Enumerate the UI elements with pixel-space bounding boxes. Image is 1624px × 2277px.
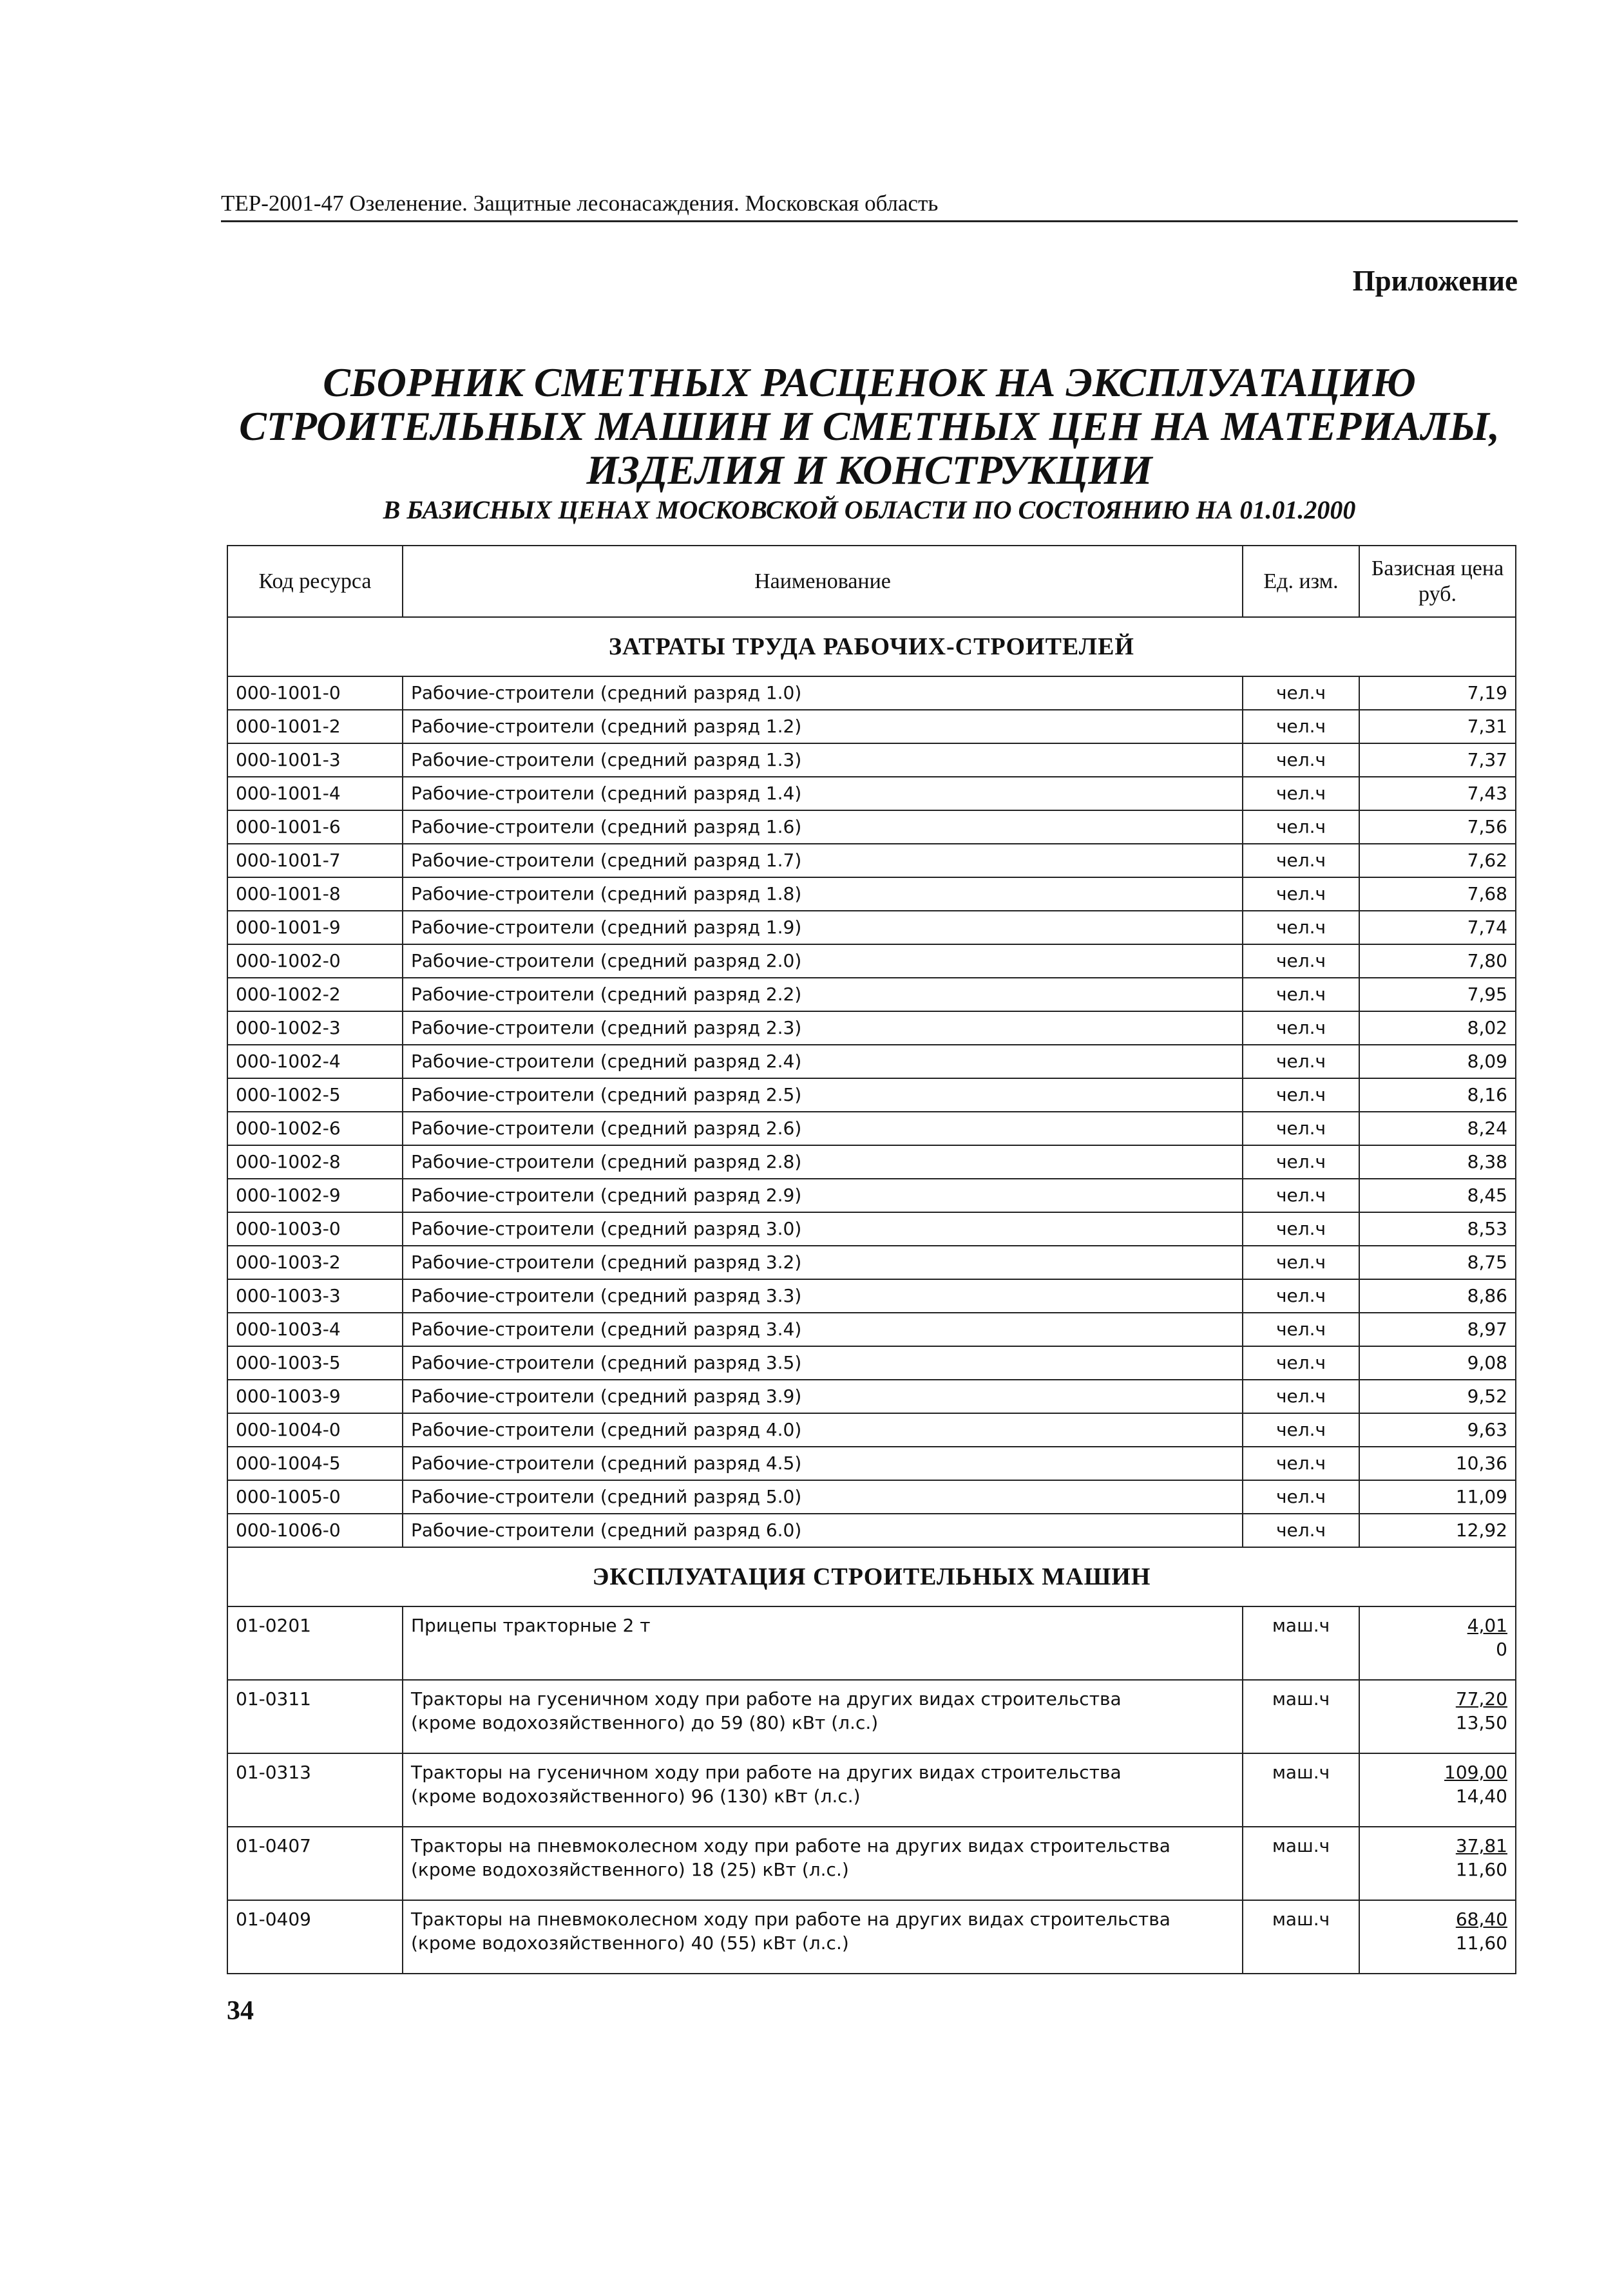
table-row xyxy=(227,1514,1516,1547)
resource-name: Рабочие-строители (средний разряд 3.2) xyxy=(403,1246,1243,1279)
resource-code: 000-1001-7 xyxy=(227,844,403,877)
resource-code: 000-1002-4 xyxy=(227,1045,403,1078)
column-header-unit: Ед. изм. xyxy=(1243,546,1359,617)
resource-unit: чел.ч xyxy=(1243,1447,1359,1480)
page-number: 34 xyxy=(227,1996,254,2026)
resource-name: Рабочие-строители (средний разряд 1.2) xyxy=(403,710,1243,743)
resource-price: 8,38 xyxy=(1359,1145,1516,1179)
resource-unit: чел.ч xyxy=(1243,1179,1359,1212)
resource-name: Рабочие-строители (средний разряд 1.7) xyxy=(403,844,1243,877)
resource-name-line2: (кроме водохозяйственного) 18 (25) кВт (л.с.) xyxy=(411,1859,849,1880)
table-row xyxy=(227,777,1516,810)
table-row xyxy=(227,911,1516,944)
resource-name: Рабочие-строители (средний разряд 2.2) xyxy=(403,978,1243,1011)
table-row xyxy=(227,1011,1516,1045)
resource-code: 000-1002-5 xyxy=(227,1078,403,1112)
resource-name: Рабочие-строители (средний разряд 1.8) xyxy=(403,877,1243,911)
resource-code: 01-0313 xyxy=(227,1753,403,1827)
resource-unit: чел.ч xyxy=(1243,1480,1359,1514)
resource-name xyxy=(403,1680,1243,1753)
resource-unit: чел.ч xyxy=(1243,710,1359,743)
resource-code: 000-1004-5 xyxy=(227,1447,403,1480)
resource-name xyxy=(403,1900,1243,1974)
table-row xyxy=(227,1380,1516,1413)
resource-price: 8,24 xyxy=(1359,1112,1516,1145)
resource-price: 7,37 xyxy=(1359,743,1516,777)
resource-name xyxy=(403,1753,1243,1827)
resource-price: 7,62 xyxy=(1359,844,1516,877)
table-row xyxy=(227,1827,1516,1900)
resource-price: 12,92 xyxy=(1359,1514,1516,1547)
resource-code: 000-1004-0 xyxy=(227,1413,403,1447)
resource-unit: чел.ч xyxy=(1243,911,1359,944)
resource-wage: 14,40 xyxy=(1455,1786,1507,1807)
resource-price: 7,56 xyxy=(1359,810,1516,844)
resource-unit: чел.ч xyxy=(1243,1112,1359,1145)
table-row xyxy=(227,1413,1516,1447)
title-line-2: СТРОИТЕЛЬНЫХ МАШИН И СМЕТНЫХ ЦЕН НА МАТЕРИАЛЫ, xyxy=(239,403,1500,449)
resource-code: 01-0201 xyxy=(227,1606,403,1680)
resource-price: 7,31 xyxy=(1359,710,1516,743)
resource-price: 8,02 xyxy=(1359,1011,1516,1045)
resource-code: 000-1003-9 xyxy=(227,1380,403,1413)
table-row xyxy=(227,1606,1516,1680)
resource-name: Рабочие-строители (средний разряд 4.0) xyxy=(403,1413,1243,1447)
resource-price: 7,95 xyxy=(1359,978,1516,1011)
resource-name: Рабочие-строители (средний разряд 2.3) xyxy=(403,1011,1243,1045)
table-row xyxy=(227,810,1516,844)
resource-unit: чел.ч xyxy=(1243,1279,1359,1313)
resource-code: 000-1002-3 xyxy=(227,1011,403,1045)
table-row xyxy=(227,944,1516,978)
resource-price: 8,86 xyxy=(1359,1279,1516,1313)
resource-unit: чел.ч xyxy=(1243,1011,1359,1045)
resource-unit: чел.ч xyxy=(1243,1313,1359,1346)
resource-price: 9,52 xyxy=(1359,1380,1516,1413)
resource-price: 7,80 xyxy=(1359,944,1516,978)
resource-code: 000-1001-0 xyxy=(227,676,403,710)
resource-price: 9,08 xyxy=(1359,1346,1516,1380)
resource-unit: чел.ч xyxy=(1243,1045,1359,1078)
table-row xyxy=(227,710,1516,743)
column-header-code: Код ресурса xyxy=(227,546,403,617)
section-header-row xyxy=(227,1547,1516,1606)
table-row xyxy=(227,877,1516,911)
resource-unit: чел.ч xyxy=(1243,978,1359,1011)
table-row xyxy=(227,743,1516,777)
resource-unit: чел.ч xyxy=(1243,1246,1359,1279)
resource-unit: чел.ч xyxy=(1243,743,1359,777)
resource-name: Рабочие-строители (средний разряд 2.5) xyxy=(403,1078,1243,1112)
table-row xyxy=(227,1279,1516,1313)
resource-name-line2: (кроме водохозяйственного) до 59 (80) кВт (л.с.) xyxy=(411,1712,879,1733)
resource-unit: маш.ч xyxy=(1243,1753,1359,1827)
document-title xyxy=(221,361,1518,492)
table-row xyxy=(227,1900,1516,1974)
resource-price-cell xyxy=(1359,1680,1516,1753)
resource-unit: чел.ч xyxy=(1243,1413,1359,1447)
resource-name: Рабочие-строители (средний разряд 2.6) xyxy=(403,1112,1243,1145)
resource-code: 000-1003-4 xyxy=(227,1313,403,1346)
resource-price-cell xyxy=(1359,1753,1516,1827)
resource-name: Рабочие-строители (средний разряд 3.3) xyxy=(403,1279,1243,1313)
resource-wage: 13,50 xyxy=(1455,1712,1507,1733)
resource-price: 4,01 xyxy=(1467,1615,1507,1636)
resource-code: 000-1003-5 xyxy=(227,1346,403,1380)
resource-price: 9,63 xyxy=(1359,1413,1516,1447)
resource-unit: чел.ч xyxy=(1243,1212,1359,1246)
resource-code: 01-0409 xyxy=(227,1900,403,1974)
resource-unit: чел.ч xyxy=(1243,844,1359,877)
resource-price-cell xyxy=(1359,1827,1516,1900)
resource-price: 8,75 xyxy=(1359,1246,1516,1279)
resource-unit: маш.ч xyxy=(1243,1680,1359,1753)
table-header-row xyxy=(227,546,1516,617)
resource-price: 109,00 xyxy=(1444,1762,1507,1783)
section-machines-title: ЭКСПЛУАТАЦИЯ СТРОИТЕЛЬНЫХ МАШИН xyxy=(227,1547,1516,1606)
table-row xyxy=(227,978,1516,1011)
resource-name: Рабочие-строители (средний разряд 4.5) xyxy=(403,1447,1243,1480)
resource-name: Рабочие-строители (средний разряд 2.0) xyxy=(403,944,1243,978)
resource-code: 000-1001-4 xyxy=(227,777,403,810)
resource-code: 000-1003-2 xyxy=(227,1246,403,1279)
document-subtitle: В БАЗИСНЫХ ЦЕНАХ МОСКОВСКОЙ ОБЛАСТИ ПО СОСТОЯНИЮ НА 01.01.2000 xyxy=(383,495,1356,524)
column-header-price-line1: Базисная цена xyxy=(1371,556,1504,580)
resource-name: Рабочие-строители (средний разряд 3.0) xyxy=(403,1212,1243,1246)
running-header: ТЕР-2001-47 Озеленение. Защитные лесонасаждения. Московская область xyxy=(221,191,1518,222)
resource-price: 8,09 xyxy=(1359,1045,1516,1078)
table-row xyxy=(227,1753,1516,1827)
resource-price: 77,20 xyxy=(1455,1688,1507,1710)
resource-name: Рабочие-строители (средний разряд 1.0) xyxy=(403,676,1243,710)
price-table xyxy=(227,545,1516,1974)
resource-name-line1: Тракторы на гусеничном ходу при работе на других видах строительства xyxy=(411,1688,1122,1710)
resource-name xyxy=(403,1606,1243,1680)
resource-unit: чел.ч xyxy=(1243,810,1359,844)
table-row xyxy=(227,1246,1516,1279)
resource-unit: маш.ч xyxy=(1243,1606,1359,1680)
resource-unit: чел.ч xyxy=(1243,1346,1359,1380)
table-row xyxy=(227,1212,1516,1246)
column-header-name: Наименование xyxy=(403,546,1243,617)
resource-unit: чел.ч xyxy=(1243,877,1359,911)
resource-code: 000-1002-8 xyxy=(227,1145,403,1179)
resource-unit: маш.ч xyxy=(1243,1900,1359,1974)
resource-price: 68,40 xyxy=(1455,1909,1507,1930)
resource-code: 000-1001-3 xyxy=(227,743,403,777)
appendix-label: Приложение xyxy=(1352,265,1518,297)
resource-price: 7,19 xyxy=(1359,676,1516,710)
resource-name: Рабочие-строители (средний разряд 2.4) xyxy=(403,1045,1243,1078)
resource-name-line1: Тракторы на пневмоколесном ходу при работе на других видах строительства xyxy=(411,1835,1170,1856)
resource-code: 000-1003-3 xyxy=(227,1279,403,1313)
resource-unit: чел.ч xyxy=(1243,777,1359,810)
table-row xyxy=(227,1313,1516,1346)
resource-name: Рабочие-строители (средний разряд 1.3) xyxy=(403,743,1243,777)
table-row xyxy=(227,1078,1516,1112)
resource-code: 000-1006-0 xyxy=(227,1514,403,1547)
resource-code: 000-1002-2 xyxy=(227,978,403,1011)
resource-code: 000-1001-6 xyxy=(227,810,403,844)
table-row xyxy=(227,1179,1516,1212)
resource-price: 10,36 xyxy=(1359,1447,1516,1480)
resource-name: Рабочие-строители (средний разряд 6.0) xyxy=(403,1514,1243,1547)
resource-name-line1: Тракторы на пневмоколесном ходу при работе на других видах строительства xyxy=(411,1909,1170,1930)
resource-unit: чел.ч xyxy=(1243,1078,1359,1112)
resource-code: 01-0407 xyxy=(227,1827,403,1900)
resource-name: Рабочие-строители (средний разряд 2.8) xyxy=(403,1145,1243,1179)
resource-unit: чел.ч xyxy=(1243,1145,1359,1179)
title-line-1: СБОРНИК СМЕТНЫХ РАСЦЕНОК НА ЭКСПЛУАТАЦИЮ xyxy=(323,359,1416,405)
table-row xyxy=(227,676,1516,710)
resource-code: 000-1001-9 xyxy=(227,911,403,944)
resource-code: 000-1003-0 xyxy=(227,1212,403,1246)
resource-code: 000-1001-8 xyxy=(227,877,403,911)
section-header-row xyxy=(227,617,1516,676)
resource-name: Рабочие-строители (средний разряд 1.9) xyxy=(403,911,1243,944)
resource-wage: 11,60 xyxy=(1455,1859,1507,1880)
column-header-price-line2: руб. xyxy=(1419,582,1457,606)
resource-name: Рабочие-строители (средний разряд 1.4) xyxy=(403,777,1243,810)
resource-unit: чел.ч xyxy=(1243,944,1359,978)
resource-name: Рабочие-строители (средний разряд 1.6) xyxy=(403,810,1243,844)
resource-price: 7,68 xyxy=(1359,877,1516,911)
section-labor-title: ЗАТРАТЫ ТРУДА РАБОЧИХ-СТРОИТЕЛЕЙ xyxy=(227,617,1516,676)
table-row xyxy=(227,1680,1516,1753)
resource-name-line2: (кроме водохозяйственного) 96 (130) кВт (л.с.) xyxy=(411,1786,861,1807)
title-line-3: ИЗДЕЛИЯ И КОНСТРУКЦИИ xyxy=(586,447,1152,493)
resource-code: 000-1002-0 xyxy=(227,944,403,978)
resource-price: 11,09 xyxy=(1359,1480,1516,1514)
resource-unit: чел.ч xyxy=(1243,1380,1359,1413)
resource-unit: чел.ч xyxy=(1243,1514,1359,1547)
resource-name-line2: (кроме водохозяйственного) 40 (55) кВт (л.с.) xyxy=(411,1932,849,1954)
resource-price-cell xyxy=(1359,1900,1516,1974)
resource-name xyxy=(403,1827,1243,1900)
table-row xyxy=(227,1447,1516,1480)
resource-name-line1: Прицепы тракторные 2 т xyxy=(411,1615,651,1636)
resource-wage: 11,60 xyxy=(1455,1932,1507,1954)
resource-code: 000-1001-2 xyxy=(227,710,403,743)
resource-price: 7,43 xyxy=(1359,777,1516,810)
column-header-price xyxy=(1359,546,1516,617)
resource-name: Рабочие-строители (средний разряд 3.9) xyxy=(403,1380,1243,1413)
resource-name: Рабочие-строители (средний разряд 3.4) xyxy=(403,1313,1243,1346)
table-row xyxy=(227,1480,1516,1514)
resource-unit: маш.ч xyxy=(1243,1827,1359,1900)
table-row xyxy=(227,1145,1516,1179)
resource-code: 000-1002-9 xyxy=(227,1179,403,1212)
resource-price: 8,45 xyxy=(1359,1179,1516,1212)
table-row xyxy=(227,844,1516,877)
resource-name: Рабочие-строители (средний разряд 2.9) xyxy=(403,1179,1243,1212)
resource-code: 000-1005-0 xyxy=(227,1480,403,1514)
resource-name-line1: Тракторы на гусеничном ходу при работе на других видах строительства xyxy=(411,1762,1122,1783)
resource-price: 8,97 xyxy=(1359,1313,1516,1346)
resource-code: 01-0311 xyxy=(227,1680,403,1753)
resource-price: 8,53 xyxy=(1359,1212,1516,1246)
resource-price-cell xyxy=(1359,1606,1516,1680)
resource-unit: чел.ч xyxy=(1243,676,1359,710)
resource-price: 8,16 xyxy=(1359,1078,1516,1112)
resource-code: 000-1002-6 xyxy=(227,1112,403,1145)
resource-name: Рабочие-строители (средний разряд 5.0) xyxy=(403,1480,1243,1514)
resource-price: 7,74 xyxy=(1359,911,1516,944)
resource-wage: 0 xyxy=(1496,1639,1507,1660)
table-row xyxy=(227,1045,1516,1078)
resource-name: Рабочие-строители (средний разряд 3.5) xyxy=(403,1346,1243,1380)
resource-price: 37,81 xyxy=(1455,1835,1507,1856)
table-row xyxy=(227,1346,1516,1380)
table-row xyxy=(227,1112,1516,1145)
